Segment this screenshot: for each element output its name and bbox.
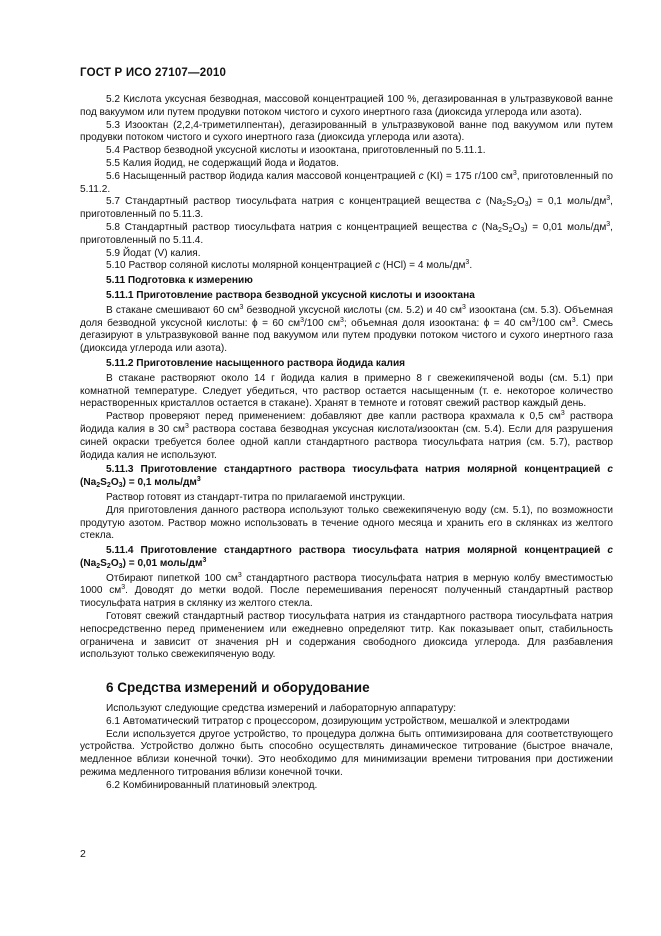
document-header: ГОСТ Р ИСО 27107—2010 [80,67,227,79]
paragraph: 5.6 Насыщенный раствор йодида калия массовой концентрацией c (KI) = 175 г/100 $см^3$, приготовленный по 5.11.2. [80,169,613,195]
paragraph: 6.2 Комбинированный платиновый электрод. [106,779,318,791]
paragraph: 5.2 Кислота уксусная безводная, массовой концентрацией 100 %, дегазированная в ультразвуковой ванне под вакуумом или путем продувки потоком чистого и сухого инертного газа (диоксида углерода или азота). [80,94,613,118]
paragraph: 5.10 Раствор соляной кислоты молярной концентрацией c (HCl) = 4 моль/$дм^3$. [106,259,473,272]
document-body [80,94,613,793]
paragraph: Если используется другое устройство, то процедура должна быть оптимизирована для соответствующего устройства. Устройство должно быть способно осуществлять динамическое титрование (быстрое вначале, медленное вблизи конечной точки). Это необходимо для минимизации времени титрования при достижении режима медленного титрования вблизи конечной точки. [80,728,613,779]
paragraph: Используют следующие средства измерений и лабораторную аппаратуру: [106,703,457,715]
paragraph: В стакане растворяют около 14 г йодида калия в примерно 8 г свежекипяченой воды (см. 5.1) при комнатной температуре. Следует убедиться, что раствор остается насыщенным (т. е. некоторое количество нерастворенных кристаллов остается в стакане). Хранят в темноте и готовят свежий раствор каждый день. [80,372,613,410]
subsection-heading: 5.11 Подготовка к измерению [106,275,253,287]
paragraph: 5.9 Йодат (V) калия. [106,247,201,259]
paragraph: Для приготовления данного раствора используют только свежекипяченую воду (см. 5.1), по возможности продутую азотом. Раствор можно использовать в течение одного месяца и хранить его в склянках из желтого стекла. [80,504,613,542]
page-number: 2 [80,848,86,860]
paragraph: 5.8 Стандартный раствор тиосульфата натрия с концентрацией вещества c $(Na_2S_2O_3) = 0,01$ моль/$дм^3$, приготовленный по 5.11.4. [80,220,613,246]
paragraph: 5.3 Изооктан (2,2,4-триметилпентан), дегазированный в ультразвуковой ванне под вакуумом или путем продувки потоком чистого и сухого инертного газа (диоксида углерода или азота). [80,119,613,144]
paragraph: В стакане смешивают 60 $см^3$ безводной уксусной кислоты (см. 5.2) и 40 $см^3$ изооктана (см. 5.3). Объемная доля безводной уксусной кислоты: ϕ = 60 $см^3/100$ $см^3$; объемная доля изооктана: ϕ = 40 $см^3/100$ $см^3$. Смесь дегазируют в ультразвуковой ванне под вакуумом или путем продувки потоком чистого и сухого инертного газа (диоксида углерода или азота). [80,303,614,355]
paragraph: Раствор проверяют перед применением: добавляют две капли раствора крахмала к 0,5 $см^3$ раствора йодида калия в 30 $см^3$ раствора состава безводная уксусная кислота/изооктан (см. 5.4). Если для разрушения синей окраски требуется более одной капли стандартного раствора тиосульфата натрия (см. 5.7), раствор йодида калия не используют. [80,410,613,461]
subsection-heading: 5.11.3 Приготовление стандартного раствора тиосульфата натрия молярной концентрацией c $(Na_2S_2O_3) = 0,1$ моль/$дм^3$ [80,464,613,490]
paragraph: 5.7 Стандартный раствор тиосульфата натрия с концентрацией вещества c $(Na_2S_2O_3) = 0,1$ моль/$дм^3$, приготовленный по 5.11.3. [80,195,613,221]
subsection-heading: 5.11.1 Приготовление раствора безводной уксусной кислоты и изооктана [106,289,475,301]
paragraph: Отбирают пипеткой 100 $см^3$ стандартного раствора тиосульфата натрия в мерную колбу вместимостью 1000 $см^3$. Доводят до метки водой. После перемешивания переносят полученный стандартный раствор тиосульфата натрия в склянку из желтого стекла. [80,571,613,610]
paragraph: 5.4 Раствор безводной уксусной кислоты и изооктана, приготовленный по 5.11.1. [106,145,486,157]
paragraph: 5.5 Калия йодид, не содержащий йода и йодатов. [106,157,339,169]
paragraph: Раствор готовят из стандарт-титра по прилагаемой инструкции. [106,491,406,503]
paragraph: Готовят свежий стандартный раствор тиосульфата натрия из стандартного раствора тиосульфата натрия непосредственно перед применением или ежедневно определяют титр. Как показывает опыт, стабильность ограничена и зависит от значения pH и содержания свободного диоксида углерода. Для разбавления используют только свежекипяченую воду. [80,611,613,661]
paragraph: 6.1 Автоматический титратор с процессором, дозирующим устройством, мешалкой и электродами [106,715,570,727]
subsection-heading: 5.11.2 Приготовление насыщенного раствора йодида калия [106,357,406,369]
subsection-heading: 5.11.4 Приготовление стандартного раствора тиосульфата натрия молярной концентрацией c $(Na_2S_2O_3) = 0,01$ моль/$дм^3$ [80,545,613,570]
section-heading: 6 Средства измерений и оборудование [106,680,370,696]
